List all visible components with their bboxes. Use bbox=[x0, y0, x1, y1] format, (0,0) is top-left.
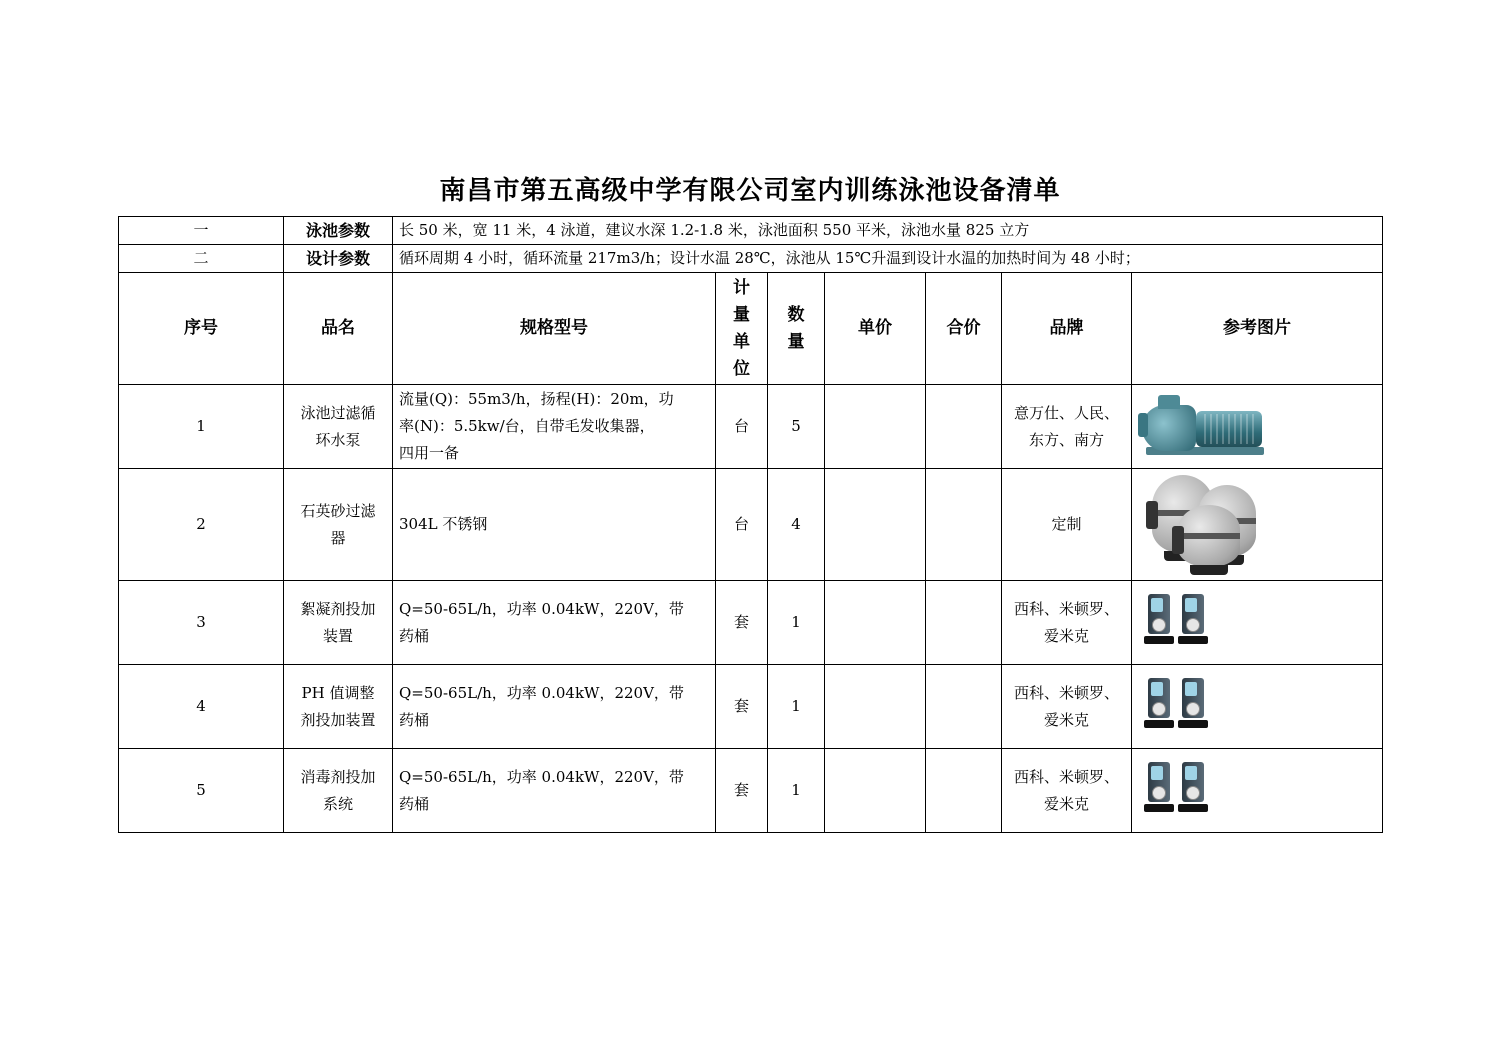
param-row-design bbox=[119, 245, 1383, 273]
row-brand: 西科、米顿罗、 爱米克 bbox=[1002, 581, 1132, 665]
row-brand: 定制 bbox=[1002, 469, 1132, 581]
row-spec: 304L 不锈钢 bbox=[393, 469, 716, 581]
row-qty: 1 bbox=[768, 749, 825, 833]
row-price bbox=[825, 749, 926, 833]
row-qty: 1 bbox=[768, 581, 825, 665]
row-qty: 4 bbox=[768, 469, 825, 581]
header-unit: 计 量 单 位 bbox=[716, 273, 768, 385]
row-total bbox=[926, 385, 1002, 469]
param-index: 二 bbox=[119, 245, 284, 273]
equipment-table bbox=[118, 216, 1383, 833]
row-brand: 西科、米顿罗、 爱米克 bbox=[1002, 665, 1132, 749]
row-qty: 5 bbox=[768, 385, 825, 469]
row-price bbox=[825, 385, 926, 469]
row-qty: 1 bbox=[768, 665, 825, 749]
table-row bbox=[119, 581, 1383, 665]
row-name: 石英砂过滤 器 bbox=[284, 469, 393, 581]
row-price bbox=[825, 665, 926, 749]
param-value: 长 50 米，宽 11 米，4 泳道，建议水深 1.2-1.8 米，泳池面积 550 平米，泳池水量 825 立方 bbox=[393, 217, 1383, 245]
row-brand: 西科、米顿罗、 爱米克 bbox=[1002, 749, 1132, 833]
row-total bbox=[926, 749, 1002, 833]
row-total bbox=[926, 665, 1002, 749]
header-qty: 数 量 bbox=[768, 273, 825, 385]
row-name: PH 值调整 剂投加装置 bbox=[284, 665, 393, 749]
param-label: 设计参数 bbox=[284, 245, 393, 273]
row-unit: 套 bbox=[716, 749, 768, 833]
header-name: 品名 bbox=[284, 273, 393, 385]
param-row-pool bbox=[119, 217, 1383, 245]
page-title: 南昌市第五高级中学有限公司室内训练泳池设备清单 bbox=[439, 176, 1061, 206]
row-seq: 1 bbox=[119, 385, 284, 469]
header-seq: 序号 bbox=[119, 273, 284, 385]
pump-photo bbox=[1138, 395, 1266, 459]
table-row bbox=[119, 749, 1383, 833]
row-spec: 流量(Q)：55m3/h，扬程(H)：20m，功 率(N)：5.5kw/台，自带毛发收集器， 四用一备 bbox=[393, 385, 716, 469]
header-brand: 品牌 bbox=[1002, 273, 1132, 385]
row-total bbox=[926, 581, 1002, 665]
row-spec: Q=50-65L/h，功率 0.04kW，220V，带 药桶 bbox=[393, 749, 716, 833]
row-name: 泳池过滤循 环水泵 bbox=[284, 385, 393, 469]
row-spec: Q=50-65L/h，功率 0.04kW，220V，带 药桶 bbox=[393, 665, 716, 749]
table-row bbox=[119, 385, 1383, 469]
row-image bbox=[1132, 581, 1383, 665]
row-name: 絮凝剂投加 装置 bbox=[284, 581, 393, 665]
header-image: 参考图片 bbox=[1132, 273, 1383, 385]
row-seq: 2 bbox=[119, 469, 284, 581]
header-row bbox=[119, 273, 1383, 385]
row-image bbox=[1132, 469, 1383, 581]
row-unit: 套 bbox=[716, 665, 768, 749]
row-unit: 台 bbox=[716, 385, 768, 469]
row-total bbox=[926, 469, 1002, 581]
row-image bbox=[1132, 749, 1383, 833]
dosing-pump-photo bbox=[1138, 674, 1214, 740]
row-spec: Q=50-65L/h，功率 0.04kW，220V，带 药桶 bbox=[393, 581, 716, 665]
row-image bbox=[1132, 665, 1383, 749]
param-value: 循环周期 4 小时，循环流量 217m3/h；设计水温 28℃，泳池从 15℃升温到设计水温的加热时间为 48 小时； bbox=[393, 245, 1383, 273]
sand-filter-photo bbox=[1138, 475, 1270, 575]
row-image bbox=[1132, 385, 1383, 469]
row-seq: 4 bbox=[119, 665, 284, 749]
row-price bbox=[825, 469, 926, 581]
header-spec: 规格型号 bbox=[393, 273, 716, 385]
row-unit: 套 bbox=[716, 581, 768, 665]
row-price bbox=[825, 581, 926, 665]
row-seq: 3 bbox=[119, 581, 284, 665]
row-name: 消毒剂投加 系统 bbox=[284, 749, 393, 833]
param-label: 泳池参数 bbox=[284, 217, 393, 245]
dosing-pump-photo bbox=[1138, 590, 1214, 656]
row-unit: 台 bbox=[716, 469, 768, 581]
header-price: 单价 bbox=[825, 273, 926, 385]
table-row bbox=[119, 665, 1383, 749]
dosing-pump-photo bbox=[1138, 758, 1214, 824]
table-row bbox=[119, 469, 1383, 581]
row-brand: 意万仕、人民、 东方、南方 bbox=[1002, 385, 1132, 469]
header-total: 合价 bbox=[926, 273, 1002, 385]
row-seq: 5 bbox=[119, 749, 284, 833]
param-index: 一 bbox=[119, 217, 284, 245]
